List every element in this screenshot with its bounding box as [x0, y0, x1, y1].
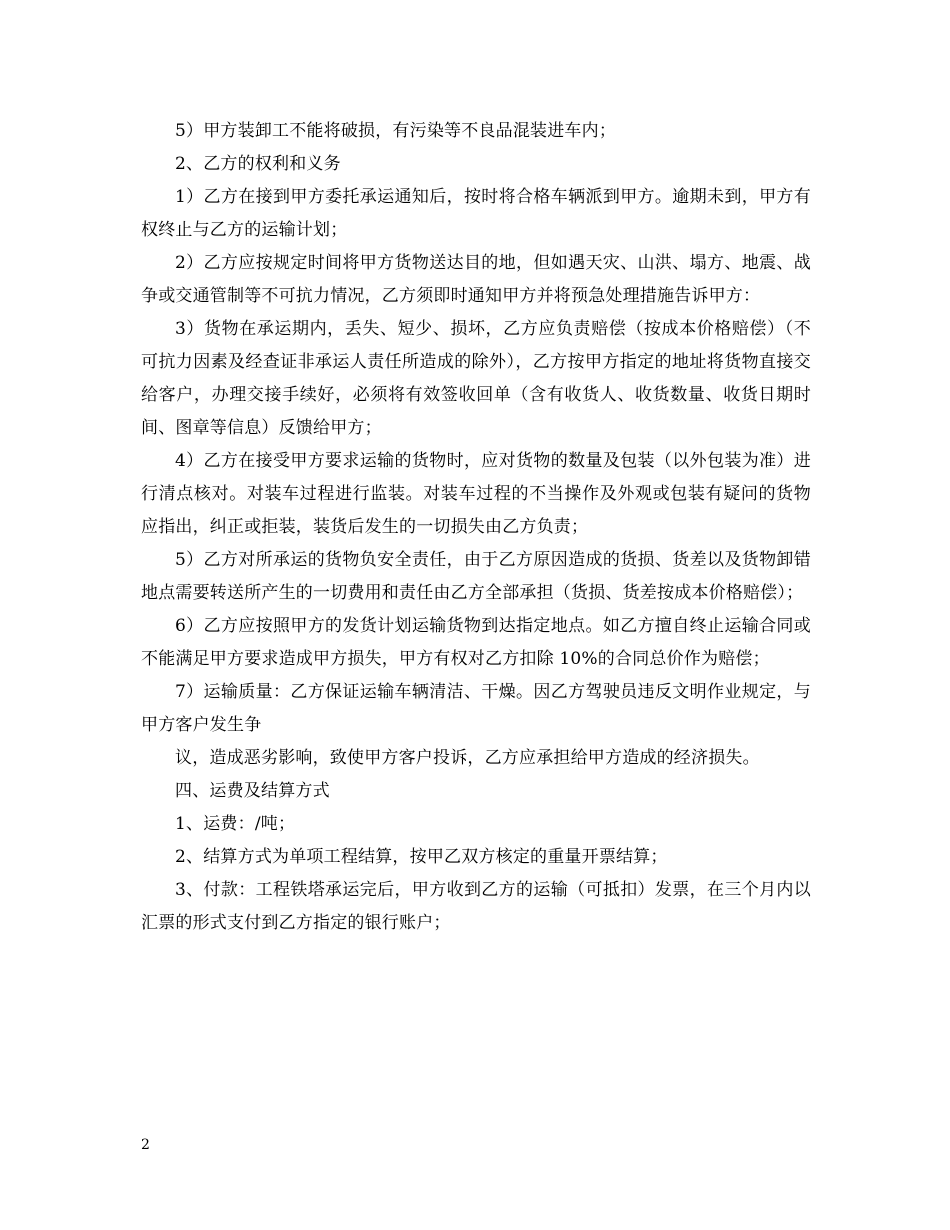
page-number: 2: [141, 1137, 150, 1153]
section-heading-freight-settlement: 四、运费及结算方式: [175, 781, 330, 801]
paragraph-3: 1）乙方在接到甲方委托承运通知后，按时将合格车辆派到甲方。逾期未到，甲方有权终止与乙方的运输计划；: [141, 187, 811, 240]
document-body: [141, 115, 811, 940]
paragraph-10: 议，造成恶劣影响，致使甲方客户投诉，乙方应承担给甲方造成的经济损失。: [175, 748, 760, 768]
paragraph-9: 7）运输质量：乙方保证运输车辆清洁、干燥。因乙方驾驶员违反文明作业规定，与甲方客户发生争: [141, 682, 811, 735]
section-heading-party-b-rights: 2、乙方的权利和义务: [175, 154, 341, 174]
paragraph-5: 3）货物在承运期内，丢失、短少、损坏，乙方应负责赔偿（按成本价格赔偿）（不可抗力因素及经查证非承运人责任所造成的除外），乙方按甲方指定的地址将货物直接交给客户，办理交接手续好，必须将有效签收回单（含有收货人、收货数量、收货日期时间、图章等信息）反馈给甲方；: [141, 319, 811, 438]
paragraph-7: 5）乙方对所承运的货物负安全责任，由于乙方原因造成的货损、货差以及货物卸错地点需要转送所产生的一切费用和责任由乙方全部承担（货损、货差按成本价格赔偿）；: [141, 550, 811, 603]
paragraph-14: 3、付款：工程铁塔承运完后，甲方收到乙方的运输（可抵扣）发票，在三个月内以汇票的形式支付到乙方指定的银行账户；: [141, 880, 811, 933]
paragraph-1: 5）甲方装卸工不能将破损，有污染等不良品混装进车内；: [175, 121, 617, 141]
paragraph-8: 6）乙方应按照甲方的发货计划运输货物到达指定地点。如乙方擅自终止运输合同或不能满足甲方要求造成甲方损失，甲方有权对乙方扣除 10%的合同总价作为赔偿；: [141, 616, 811, 669]
paragraph-13: 2、结算方式为单项工程结算，按甲乙双方核定的重量开票结算；: [175, 847, 668, 867]
paragraph-12: 1、运费：/吨；: [175, 814, 296, 834]
paragraph-4: 2）乙方应按规定时间将甲方货物送达目的地，但如遇天灾、山洪、塌方、地震、战争或交通管制等不可抗力情况，乙方须即时通知甲方并将预急处理措施告诉甲方：: [141, 253, 811, 306]
paragraph-6: 4）乙方在接受甲方要求运输的货物时，应对货物的数量及包装（以外包装为准）进行清点核对。对装车过程进行监装。对装车过程的不当操作及外观或包装有疑问的货物应指出，纠正或拒装，装货后发生的一切损失由乙方负责；: [141, 451, 811, 537]
